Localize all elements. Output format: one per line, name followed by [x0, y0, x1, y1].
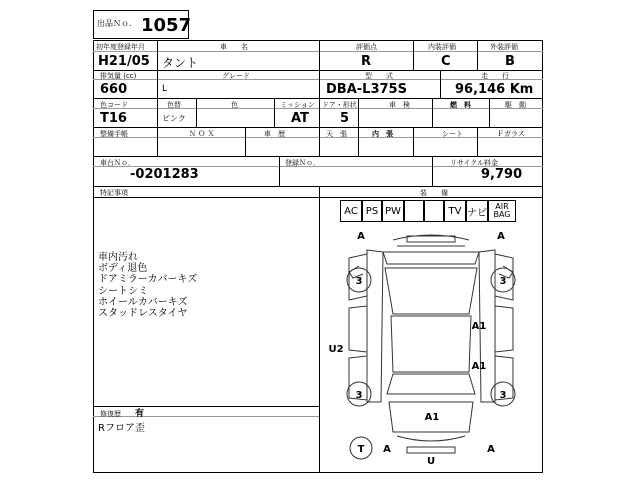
lot-number: 1057	[141, 15, 192, 36]
equipment-slot	[424, 200, 444, 222]
row-divider	[93, 70, 543, 71]
mission-value: AT	[291, 111, 309, 126]
repair-note: Rフロア歪	[98, 423, 145, 434]
note-line: ボディ退色	[98, 263, 148, 275]
note-line: ホイールカバーキズ	[98, 296, 188, 308]
equipment-label: 装 備	[420, 189, 448, 197]
car-damage-diagram	[319, 222, 543, 473]
row-divider	[93, 186, 543, 187]
model-label: 型 式	[365, 72, 393, 80]
first-reg-label: 初年度登録年月	[96, 43, 145, 51]
door-label: ドア・形状	[322, 101, 357, 109]
equipment-ps: PS	[362, 200, 382, 222]
mileage-label: 走 行	[481, 72, 509, 80]
equipment-slot	[404, 200, 424, 222]
car-name-value: タント	[162, 56, 199, 70]
fuel-label: 燃 料	[450, 101, 471, 109]
equipment-navi: ナビ	[466, 200, 488, 222]
mark-wheel-rl: 3	[355, 390, 363, 401]
recycle-value: 9,790	[481, 167, 523, 182]
mark-right-front-door: A1	[471, 321, 487, 332]
car-name-label: 車 名	[220, 43, 248, 51]
mark-right-rear-door: A1	[471, 361, 487, 372]
drive-label: 駆 動	[505, 101, 526, 109]
seat-label: シート	[442, 130, 463, 138]
repair-label: 修復歴	[100, 410, 121, 418]
ceiling-label: 天 張	[326, 130, 347, 138]
color-code-value: T16	[100, 111, 127, 126]
model-value: DBA-L375S	[326, 82, 407, 97]
score-value: R	[361, 54, 372, 69]
note-line: ドアミラーカバーキズ	[98, 274, 198, 286]
label-underline	[93, 51, 543, 52]
shaken-label: 車 検	[389, 101, 410, 109]
exterior-label: 外装評価	[490, 43, 518, 51]
row-divider	[93, 127, 543, 128]
chassis-label: 車台Ｎｏ．	[100, 159, 135, 167]
color-family-value: ピンク	[162, 114, 186, 123]
lot-number-box	[93, 10, 192, 39]
mark-tailgate: A1	[424, 412, 440, 423]
label-underline	[93, 79, 543, 80]
displacement-label: 排気量 (cc)	[100, 72, 137, 80]
exterior-value: B	[505, 54, 515, 69]
lining-label: 内 張	[372, 130, 393, 138]
lot-number-label: 出品Ｎｏ．	[97, 19, 137, 28]
displacement-value: 660	[100, 82, 128, 97]
mark-rear-bumper: U	[426, 456, 436, 467]
mark-wheel-fl: 3	[355, 276, 363, 287]
note-line: スタッドレスタイヤ	[98, 308, 188, 320]
color-family-label: 色替	[167, 101, 181, 109]
door-value: 5	[340, 111, 350, 126]
mark-front-right: A	[497, 231, 505, 242]
mileage-value: 96,146 Km	[455, 82, 534, 97]
mark-left-side: U2	[328, 344, 344, 355]
row-divider	[93, 156, 543, 157]
mark-rear-left: A	[383, 444, 391, 455]
color-label: 色	[231, 101, 238, 109]
row-divider	[93, 98, 543, 99]
glass-label: Ｆガラス	[497, 130, 525, 138]
interior-value: C	[441, 54, 451, 69]
manual-label: 整備手帳	[100, 130, 128, 138]
mission-label: ミッション	[280, 101, 315, 109]
registration-label: 登録Ｎｏ．	[285, 159, 320, 167]
repair-value: 有	[135, 409, 145, 419]
mark-rear-right: A	[487, 444, 495, 455]
row-divider	[93, 197, 543, 198]
interior-label: 内装評価	[428, 43, 456, 51]
mark-front-left: A	[357, 231, 365, 242]
notes-list	[98, 252, 197, 319]
score-label: 評価点	[356, 43, 377, 51]
equipment-ac: AC	[340, 200, 362, 222]
equipment-airbag: AIR BAG	[488, 200, 516, 222]
notes-label: 特記事項	[100, 189, 128, 197]
equipment-pw: PW	[382, 200, 404, 222]
mark-wheel-rr: 3	[499, 390, 507, 401]
note-line: 車内汚れ	[98, 252, 138, 263]
equipment-tv: TV	[444, 200, 466, 222]
chassis-value: -0201283	[130, 167, 199, 182]
grade-label: グレード	[222, 72, 250, 80]
nox-label: Ｎ Ｏ Ｘ	[189, 130, 215, 138]
recycle-label: リサイクル料金	[450, 159, 499, 167]
label-underline	[93, 137, 543, 138]
label-underline	[93, 108, 543, 109]
mark-spare: T	[357, 444, 365, 455]
history-label: 車 歴	[264, 130, 285, 138]
first-reg-value: H21/05	[98, 54, 150, 69]
color-code-label: 色コード	[100, 101, 128, 109]
mark-wheel-fr: 3	[499, 276, 507, 287]
note-line: シートシミ	[98, 285, 148, 297]
grade-value: L	[162, 84, 168, 94]
